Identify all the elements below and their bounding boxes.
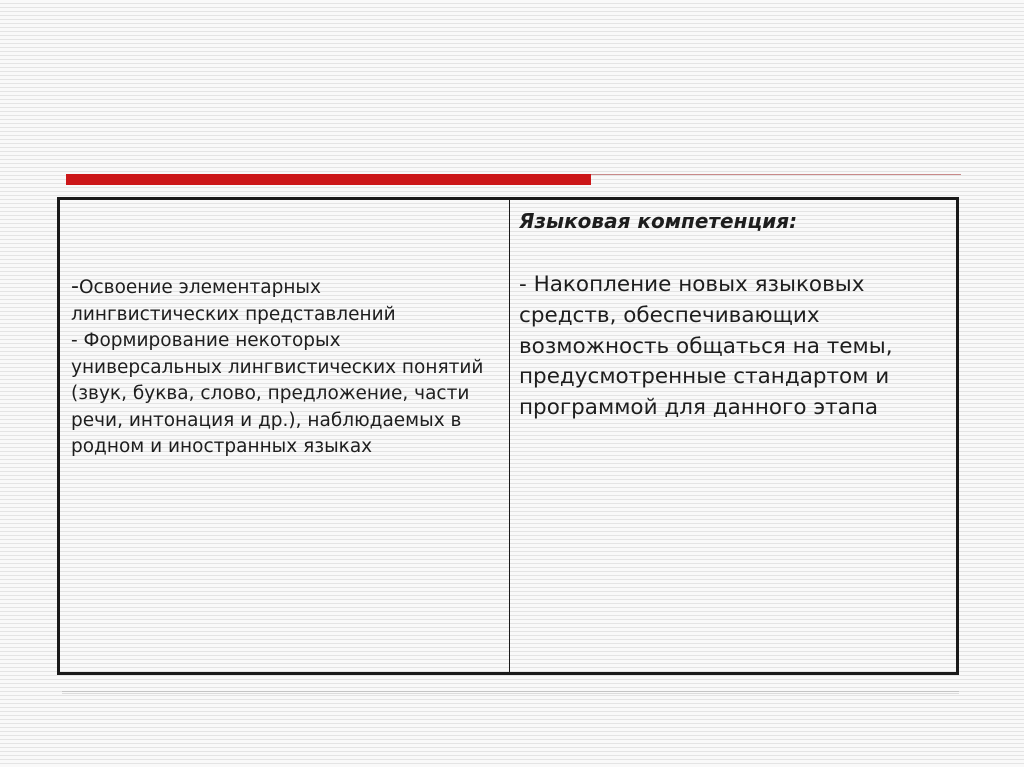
accent-line <box>591 174 961 175</box>
right-column <box>519 206 949 424</box>
dash-glyph: - <box>71 274 79 299</box>
column-divider <box>509 200 510 672</box>
left-column-item-1 <box>71 274 491 328</box>
left-column-item-2: - Формирование некоторых универсальных лингвистических понятий (звук, буква, слово, предложение, части речи, интонация и др.), наблюдаемых в родном и иностранных языках <box>71 330 484 457</box>
accent-bar <box>66 174 591 185</box>
bottom-rule-secondary <box>62 693 959 694</box>
content-table <box>57 197 959 675</box>
left-column <box>71 274 491 461</box>
left-column-text-1: Освоение элементарных лингвистических представлений <box>71 277 396 325</box>
right-column-body: - Накопление новых языковых средств, обеспечивающих возможность общаться на темы, предусмотренные стандартом и программой для данного этапа <box>519 272 893 421</box>
right-column-heading: Языковая компетенция: <box>519 209 798 233</box>
bottom-rule <box>62 691 959 692</box>
